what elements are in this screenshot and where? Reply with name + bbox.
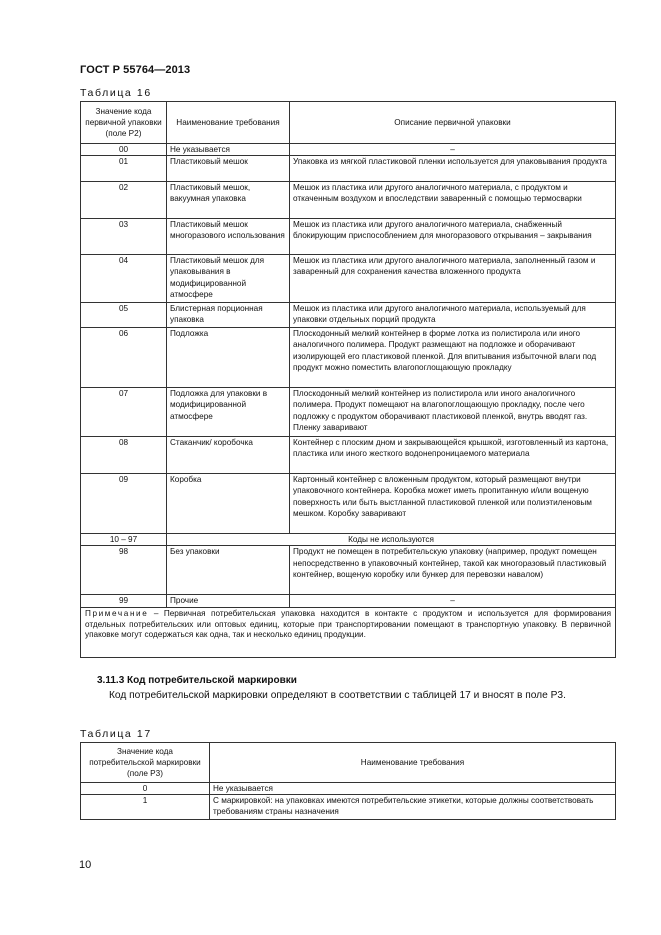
table-16-header-row	[81, 102, 616, 144]
name-cell: Пластиковый мешок многоразового использования	[167, 219, 290, 255]
description-cell: Мешок из пластика или другого аналогичного материала, с продуктом и откаченным воздухом и впоследствии заваренный с помощью термосварки	[290, 182, 616, 219]
column-header-code: Значение кода первичной упаковки (поле Р2)	[81, 102, 167, 144]
name-cell: Пластиковый мешок, вакуумная упаковка	[167, 182, 290, 219]
column-header-description: Описание первичной упаковки	[290, 102, 616, 144]
name-cell: Подложка для упаковки в модифицированной атмосфере	[167, 388, 290, 437]
code-cell: 98	[81, 546, 167, 595]
document-code: ГОСТ Р 55764—2013	[80, 64, 191, 76]
code-cell: 01	[81, 156, 167, 182]
code-cell: 06	[81, 328, 167, 388]
table-row	[81, 144, 616, 156]
section-paragraph: Код потребительской маркировки определяют в соответствии с таблицей 17 и вносят в поле Р3.	[109, 690, 566, 701]
table-row	[81, 219, 616, 255]
description-cell: Плоскодонный мелкий контейнер из полистирола или иного аналогичного полимера. Продукт помещают на влагопоглощающую прокладку, после чего подложку с продуктом оборачивают пластиковой пленкой, внутрь вводят газ. Пленку заваривают	[290, 388, 616, 437]
name-cell: Без упаковки	[167, 546, 290, 595]
description-cell: –	[290, 595, 616, 607]
description-cell: Контейнер с плоским дном и закрывающейся крышкой, изготовленный из картона, пластика или иного жесткого водонепроницаемого материала	[290, 437, 616, 474]
table-row	[81, 328, 616, 388]
description-cell: Плоскодонный мелкий контейнер в форме лотка из полистирола или иного аналогичного полимера. Продукт размещают на подложке и оборачивают изолирующей его пластиковой пленкой. Для впитывания избыточной влаги под продукт можно поместить влагопоглощающую прокладку	[290, 328, 616, 388]
table-row	[81, 534, 616, 546]
column-header-name: Наименование требования	[167, 102, 290, 144]
section-heading: 3.11.3 Код потребительской маркировки	[97, 675, 297, 686]
code-cell: 09	[81, 474, 167, 534]
description-cell: Картонный контейнер с вложенным продуктом, который размещают внутри упаковочного контейнера. Коробка может иметь пропитанную и/или вощеную поверхность или быть выстланной пластиковой пленкой или полиэтиленовым мешком. Коробку заваривают	[290, 474, 616, 534]
name-cell: С маркировкой: на упаковках имеются потребительские этикетки, которые должны соответствовать требованиям страны назначения	[210, 795, 616, 820]
table-row	[81, 303, 616, 328]
table-row	[81, 474, 616, 534]
table-row	[81, 546, 616, 595]
code-cell: 99	[81, 595, 167, 607]
code-cell: 0	[81, 783, 210, 795]
note-label: Примечание	[85, 608, 149, 618]
description-cell: Мешок из пластика или другого аналогичного материала, заполненный газом и заваренный для сохранения качества вложенного продукта	[290, 255, 616, 303]
description-cell: –	[290, 144, 616, 156]
name-cell: Подложка	[167, 328, 290, 388]
code-cell: 07	[81, 388, 167, 437]
code-cell: 04	[81, 255, 167, 303]
code-cell: 03	[81, 219, 167, 255]
note-text: – Первичная потребительская упаковка находится в контакте с продуктом и используется для формирования отдельных потребительских или оптовых единиц, которые при транспортировании помещают в транспортную упаковку. В первичной упаковке могут содержаться как одна, так и несколько единиц продукции.	[85, 608, 611, 640]
table-row	[81, 156, 616, 182]
name-cell: Стаканчик/ коробочка	[167, 437, 290, 474]
column-header-name: Наименование требования	[210, 743, 616, 783]
table-note-row	[81, 607, 616, 657]
table-row	[81, 255, 616, 303]
page-number: 10	[79, 859, 92, 871]
table-note	[81, 607, 616, 657]
code-cell: 00	[81, 144, 167, 156]
name-cell: Коробка	[167, 474, 290, 534]
merged-description-cell: Коды не используются	[167, 534, 616, 546]
column-header-code: Значение кода потребительской маркировки (поле Р3)	[81, 743, 210, 783]
name-cell: Прочие	[167, 595, 290, 607]
table-row	[81, 388, 616, 437]
table-row	[81, 783, 616, 795]
table-row	[81, 437, 616, 474]
description-cell: Мешок из пластика или другого аналогичного материала, снабженный блокирующим приспособлением для многоразового открывания – закрывания	[290, 219, 616, 255]
table-17-caption: Таблица 17	[80, 728, 152, 740]
table-16	[80, 101, 616, 658]
name-cell: Не указывается	[167, 144, 290, 156]
code-cell: 02	[81, 182, 167, 219]
code-cell: 10 – 97	[81, 534, 167, 546]
code-cell: 08	[81, 437, 167, 474]
code-cell: 05	[81, 303, 167, 328]
name-cell: Пластиковый мешок	[167, 156, 290, 182]
description-cell: Упаковка из мягкой пластиковой пленки используется для упаковывания продукта	[290, 156, 616, 182]
description-cell: Продукт не помещен в потребительскую упаковку (например, продукт помещен непосредственно в упаковочный контейнер, такой как многоразовый пластиковый контейнер, вощеную коробку или бункер для перевозки навалом)	[290, 546, 616, 595]
table-17-header-row	[81, 743, 616, 783]
table-row	[81, 795, 616, 820]
code-cell: 1	[81, 795, 210, 820]
table-16-caption: Таблица 16	[80, 87, 152, 99]
description-cell: Мешок из пластика или другого аналогичного материала, используемый для упаковки отдельных порций продукта	[290, 303, 616, 328]
table-17	[80, 742, 616, 820]
table-row	[81, 182, 616, 219]
name-cell: Блистерная порционная упаковка	[167, 303, 290, 328]
name-cell: Не указывается	[210, 783, 616, 795]
table-row	[81, 595, 616, 607]
name-cell: Пластиковый мешок для упаковывания в модифицированной атмосфере	[167, 255, 290, 303]
